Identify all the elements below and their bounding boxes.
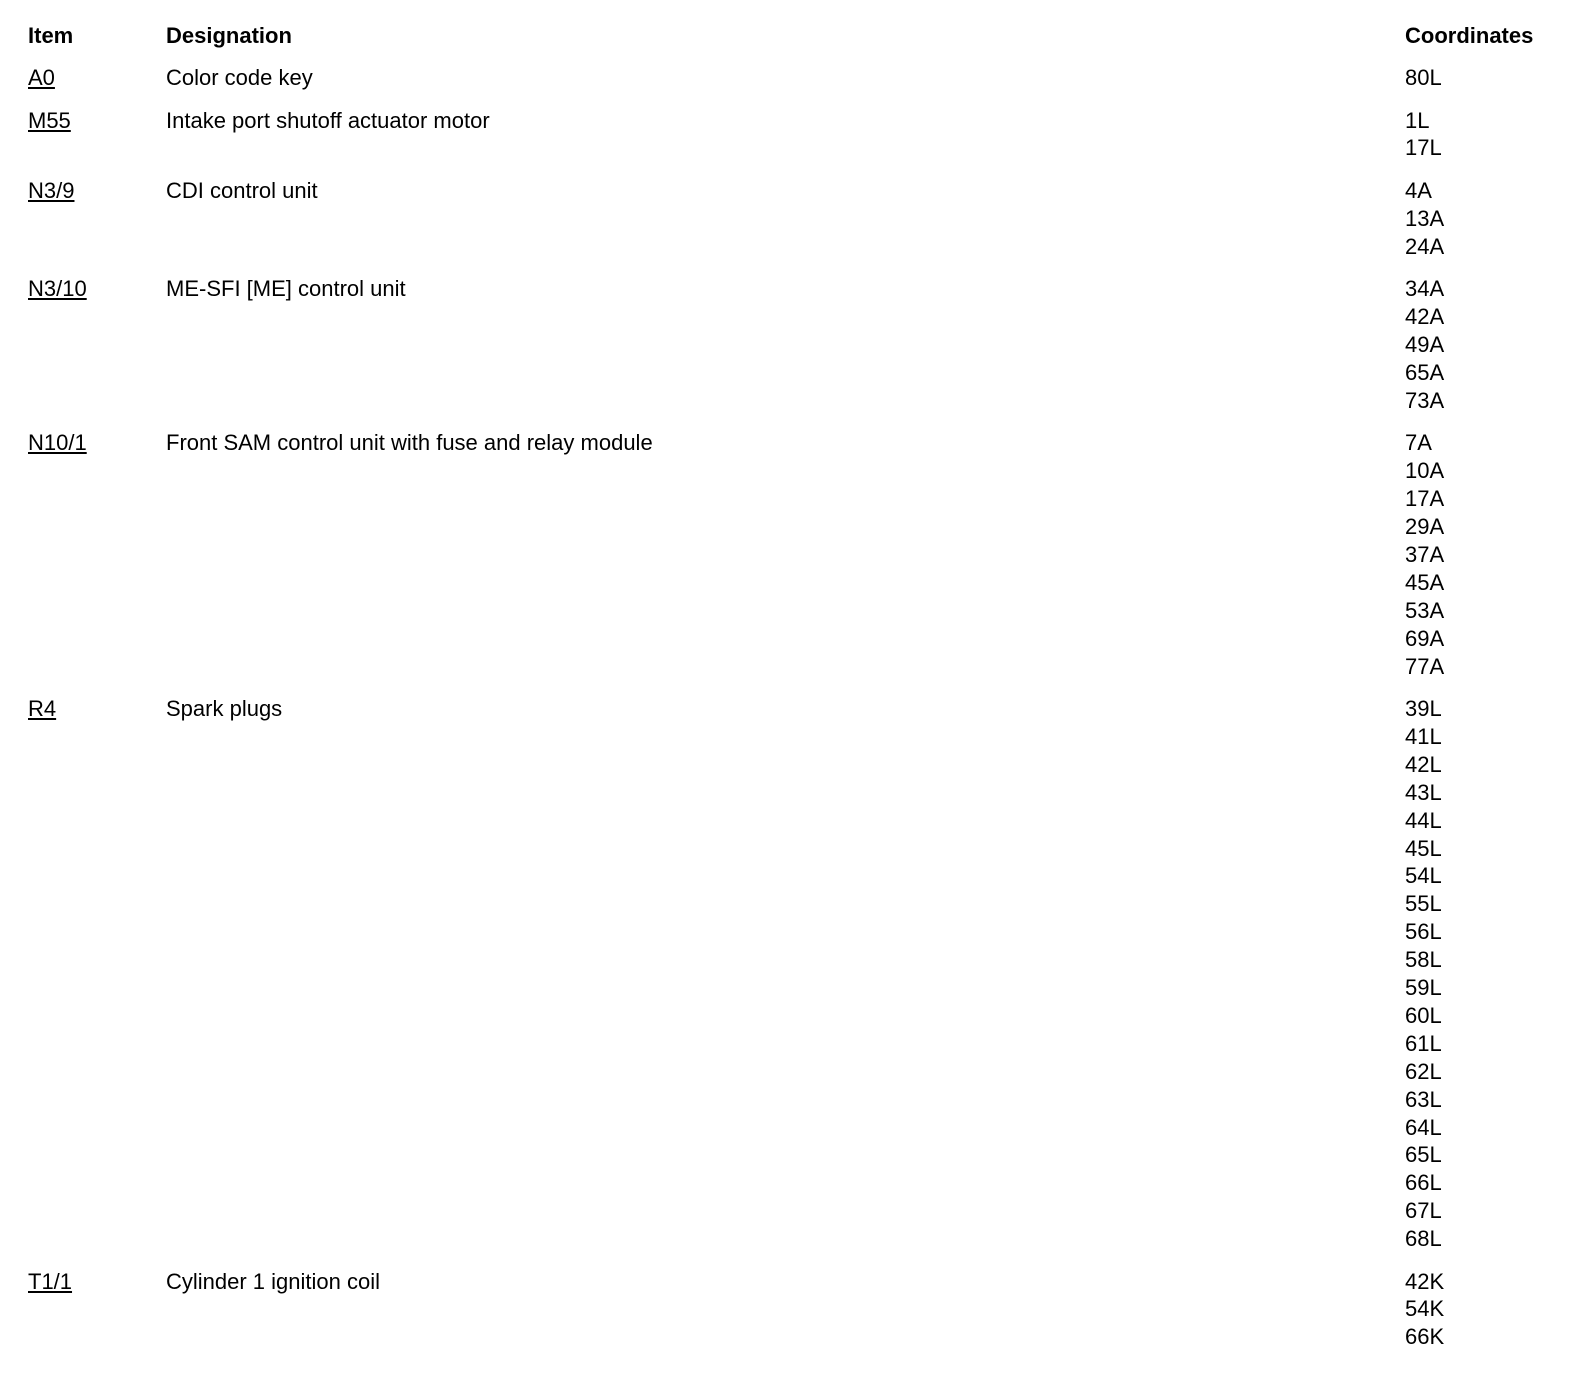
coordinates-list: [1405, 1268, 1444, 1352]
designation-text: Spark plugs: [166, 695, 283, 721]
table-row: [0, 275, 1584, 429]
coordinate-value: 54L: [1405, 863, 1442, 889]
item-link[interactable]: N3/9: [28, 177, 75, 203]
coordinate-value: 80L: [1405, 65, 1442, 90]
coordinate-value: 41L: [1405, 723, 1442, 749]
table-row: [0, 107, 1584, 177]
item-link[interactable]: M55: [28, 107, 71, 133]
coordinate-value: 7A: [1405, 430, 1432, 456]
designation-text: CDI control unit: [166, 177, 318, 203]
item-link[interactable]: T1/1: [28, 1268, 73, 1294]
header-item: Item: [28, 23, 74, 48]
coordinate-value: 61L: [1405, 1030, 1442, 1056]
coordinate-value: 29A: [1405, 514, 1445, 539]
table-body: [0, 64, 1584, 1366]
coordinate-value: 1L: [1405, 107, 1430, 133]
coordinates-list: [1405, 429, 1444, 680]
coordinate-value: 43L: [1405, 779, 1442, 805]
coordinate-value: 45L: [1405, 835, 1442, 861]
designation-text: ME-SFI [ME] control unit: [166, 276, 406, 302]
coordinate-value: 13A: [1405, 205, 1445, 231]
coordinate-value: 42L: [1405, 751, 1442, 777]
coordinate-value: 10A: [1405, 458, 1445, 484]
coordinates-list: [1405, 275, 1444, 415]
designation-text: Front SAM control unit with fuse and relay module: [166, 430, 653, 456]
coordinate-value: 56L: [1405, 919, 1442, 945]
coordinate-value: 65L: [1405, 1142, 1442, 1168]
coordinate-value: 64L: [1405, 1114, 1442, 1140]
coordinates-list: [1405, 695, 1442, 1253]
coordinate-value: 66L: [1405, 1170, 1442, 1196]
coordinate-value: 77A: [1405, 653, 1445, 679]
coordinate-value: 34A: [1405, 276, 1445, 302]
coordinate-value: 68L: [1405, 1226, 1442, 1252]
coordinate-value: 69A: [1405, 625, 1445, 651]
coordinate-value: 66K: [1405, 1324, 1445, 1350]
coordinate-value: 24A: [1405, 233, 1445, 259]
coordinate-value: 39L: [1405, 695, 1442, 721]
designation-text: Color code key: [166, 65, 313, 90]
coordinate-value: 49A: [1405, 332, 1445, 357]
item-link[interactable]: N3/10: [28, 276, 87, 302]
coordinate-value: 42A: [1405, 304, 1445, 330]
coordinate-value: 59L: [1405, 975, 1442, 1001]
coordinate-value: 62L: [1405, 1058, 1442, 1084]
designation-text: Cylinder 1 ignition coil: [166, 1268, 380, 1294]
coordinate-value: 60L: [1405, 1002, 1442, 1028]
coordinate-value: 44L: [1405, 807, 1442, 833]
coordinate-value: 17L: [1405, 135, 1442, 161]
coordinate-value: 58L: [1405, 947, 1442, 973]
header-coordinates: Coordinates: [1405, 23, 1534, 48]
coordinates-list: [1405, 64, 1442, 92]
coordinate-value: 67L: [1405, 1198, 1442, 1224]
table-row: [0, 1268, 1584, 1366]
table-row: [0, 429, 1584, 695]
coordinate-value: 54K: [1405, 1296, 1445, 1322]
coordinate-value: 53A: [1405, 597, 1445, 623]
coordinate-value: 63L: [1405, 1086, 1442, 1112]
coordinate-value: 65A: [1405, 359, 1445, 385]
coordinates-list: [1405, 177, 1444, 261]
coordinate-value: 55L: [1405, 891, 1442, 917]
coordinate-value: 42K: [1405, 1268, 1445, 1294]
designation-text: Intake port shutoff actuator motor: [166, 107, 490, 133]
item-link[interactable]: R4: [28, 695, 57, 721]
coordinate-value: 4A: [1405, 177, 1432, 203]
table-row: [0, 177, 1584, 275]
coordinate-value: 45A: [1405, 569, 1445, 595]
header-designation: Designation: [166, 23, 292, 48]
coordinates-list: [1405, 107, 1442, 163]
coordinate-value: 17A: [1405, 486, 1445, 512]
item-link[interactable]: N10/1: [28, 430, 87, 456]
table-row: [0, 695, 1584, 1268]
coordinate-value: 73A: [1405, 387, 1445, 413]
item-link[interactable]: A0: [28, 65, 55, 90]
table-row: [0, 64, 1584, 107]
coordinate-value: 37A: [1405, 541, 1445, 567]
